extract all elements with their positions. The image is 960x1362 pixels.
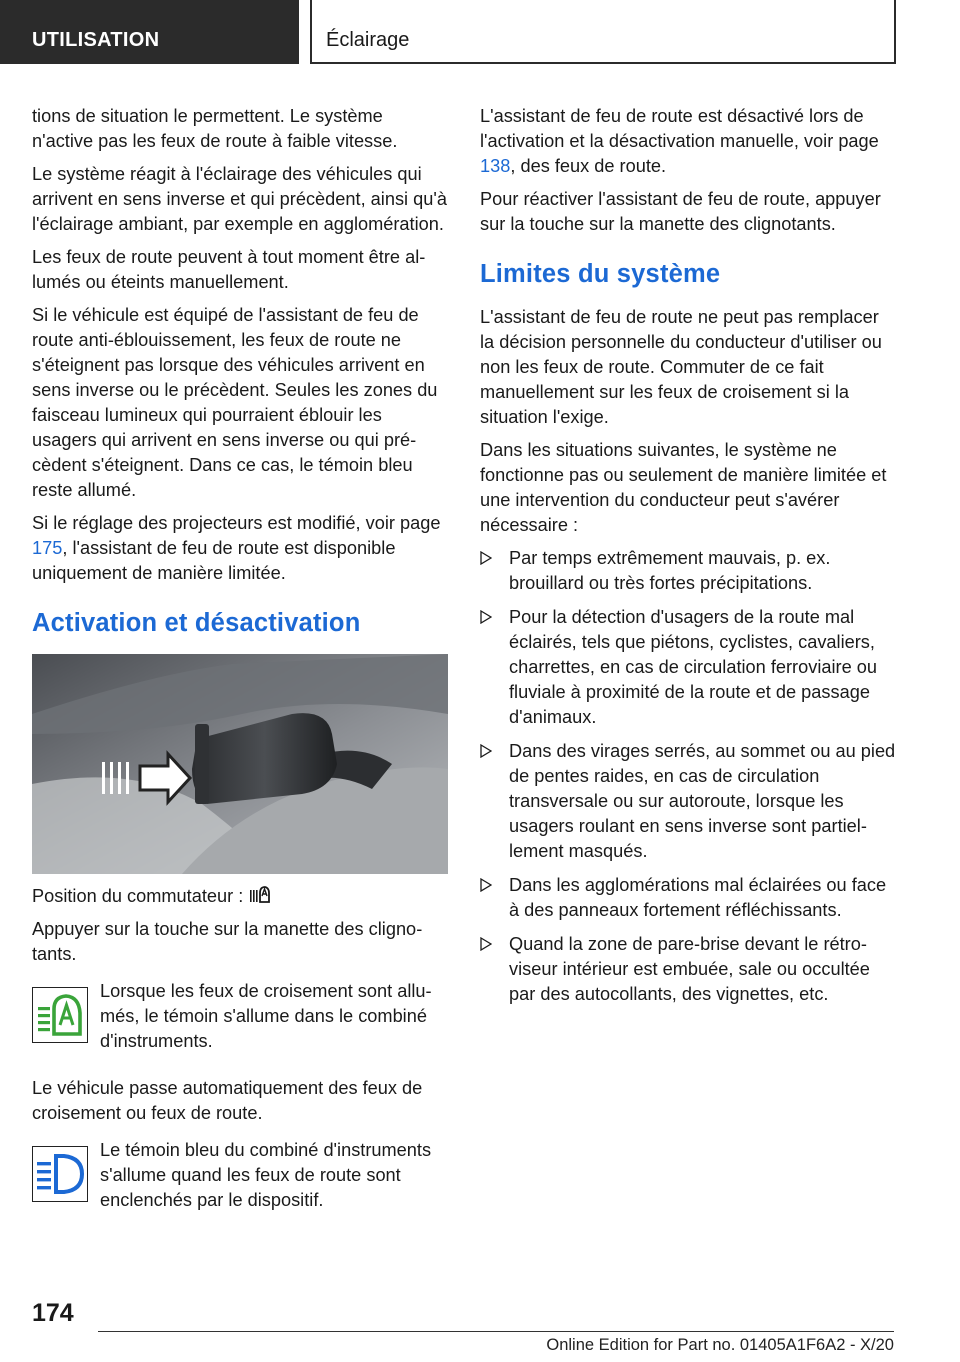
list-item-text: Par temps extrêmement mauvais, p. ex. brouillard ou très fortes précipitations. [509,548,831,593]
text: Si le réglage des projecteurs est modifié, voir page [32,513,441,533]
paragraph: L'assistant de feu de route ne peut pas remplacer la décision personnelle du conducteur d'utiliser ou non les feux de route. Commuter de ce fait manuellement sur les feux de croisement si la situation l'exige. [480,307,882,427]
paragraph [32,884,448,909]
triangle-bullet-icon [480,937,492,951]
limitations-list [480,546,896,1007]
triangle-bullet-icon [480,878,492,892]
page-number: 174 [32,1299,74,1327]
list-item [480,932,896,1007]
paragraph: Les feux de route peuvent à tout moment être allumés ou éteints manuellement. [32,247,426,292]
paragraph: tions de situation le permettent. Le système n'active pas les feux de route à faible vitesse. [32,106,398,151]
paragraph: Si le véhicule est équipé de l'assistant de feu de route anti-éblouissement, les feux de route ne s'éteignent pas lorsque des véhicules arrivent en sens inverse ou le précèdent. Seules les zones du faisceau lumineux qui pourraient éblouir les usagers qui arrivent en sens inverse ou qui précèdent s'éteignent. Dans ce cas, le témoin bleu reste allumé. [32,305,438,500]
indicator-note-green [32,979,448,1062]
paragraph: Dans les situations suivantes, le système ne fonctionne pas ou seulement de manière limitée et une intervention du conducteur peut s'avérer nécessaire : [480,440,887,535]
paragraph: Pour réactiver l'assistant de feu de route, appuyer sur la touche sur la manette des clignotants. [480,189,881,234]
chapter-title: Éclairage [310,0,896,64]
high-beam-indicator-icon [32,1146,88,1202]
paragraph [32,511,448,586]
triangle-bullet-icon [480,610,492,624]
list-item-text: Quand la zone de pare-brise devant le rétroviseur intérieur est embuée, sale ou occultée par des autocollants, des vignettes, etc. [509,934,870,1004]
list-item-text: Dans des virages serrés, au sommet ou au pied de pentes raides, en cas de circulation transversale ou sur autoroute, lorsque les usagers roulant en sens inverse sont partiellement masqués. [509,741,896,861]
text: L'assistant de feu de route est désactivé lors de l'activation et la désactivation manuelle, voir page [480,106,879,151]
indicator-note-blue [32,1138,448,1221]
section-heading: Limites du système [480,260,721,288]
note-text: Lorsque les feux de croisement sont allumés, le témoin s'allume dans le combiné d'instruments. [100,981,432,1051]
list-item-text: Dans les agglomérations mal éclairées ou face à des panneaux fortement réfléchissants. [509,875,887,920]
page-link-138[interactable]: 138 [480,156,511,176]
section-tab: UTILISATION [0,0,299,64]
edition-note: Online Edition for Part no. 01405A1F6A2 - X/20 [546,1336,894,1354]
section-heading: Activation et désactivation [32,609,361,637]
list-item [480,546,896,596]
paragraph [480,104,896,179]
auto-high-beam-indicator-icon [32,987,88,1043]
turn-signal-lever-photo [32,654,448,874]
right-column [480,104,896,1016]
switch-position-icon [249,884,271,906]
list-item [480,739,896,864]
list-item [480,605,896,730]
footer-divider [98,1331,894,1332]
list-item [480,873,896,923]
paragraph: Le véhicule passe automatiquement des feux de croisement ou feux de route. [32,1078,423,1123]
triangle-bullet-icon [480,551,492,565]
switch-position-label: Position du commutateur : [32,886,244,906]
triangle-bullet-icon [480,744,492,758]
paragraph: Le système réagit à l'éclairage des véhicules qui arrivent en sens inverse et qui précèdent, ainsi qu'à l'éclairage ambiant, par exemple en agglomération. [32,164,447,234]
left-column [32,104,448,1235]
text: , l'assistant de feu de route est disponible uniquement de manière limitée. [32,538,396,583]
paragraph: Appuyer sur la touche sur la manette des clignotants. [32,919,423,964]
note-text: Le témoin bleu du combiné d'instruments s'allume quand les feux de route sont enclenchés par le dispositif. [100,1140,432,1210]
list-item-text: Pour la détection d'usagers de la route mal éclairés, tels que piétons, cyclistes, cavaliers, charrettes, en cas de circulation ferroviaire ou fluviale à proximité de la route et de passage d'animaux. [509,607,877,727]
page-link-175[interactable]: 175 [32,538,63,558]
text: , des feux de route. [510,156,667,176]
